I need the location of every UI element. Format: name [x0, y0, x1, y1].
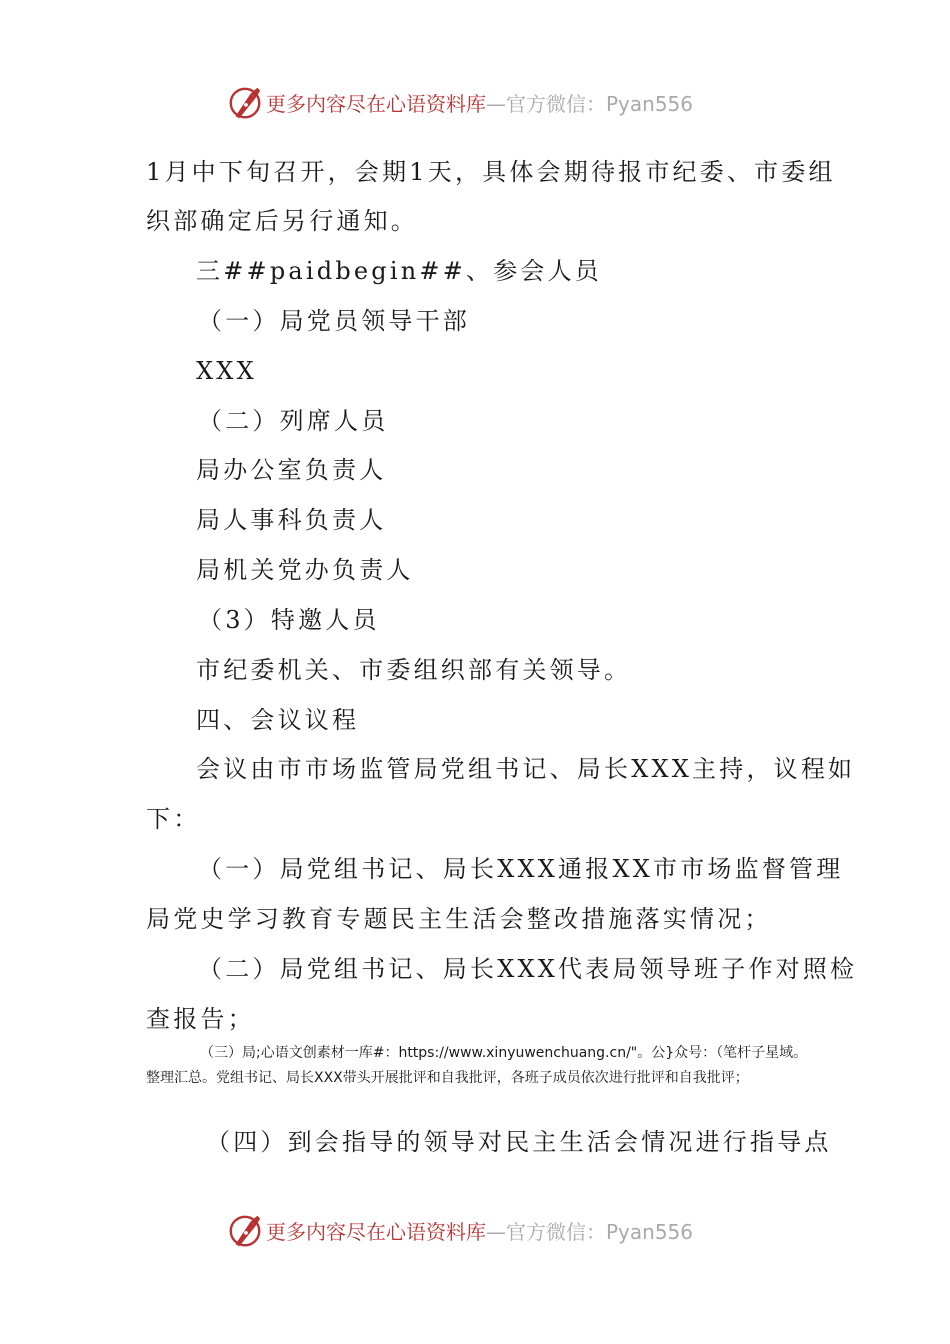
header-banner: [0, 82, 950, 126]
attendee-1: 局办公室负责人: [196, 456, 387, 484]
agenda-item-4-line: （四）到会指导的领导对民主生活会情况进行指导点: [206, 1128, 832, 1156]
body-line-xxx: XXX: [196, 357, 257, 385]
banner-red-text: 更多内容尽在心语资料库: [266, 1220, 486, 1244]
banner-gray-text: —官方微信：Pyan556: [486, 92, 694, 116]
attendee-3: 局机关党办负责人: [196, 556, 414, 584]
banner-red-text: 更多内容尽在心语资料库: [266, 92, 486, 116]
agenda-item-2-line-1: （二）局党组书记、局长XXX代表局领导班子作对照检: [198, 955, 858, 983]
invited-guests: 市纪委机关、市委组织部有关领导。: [196, 656, 632, 684]
banner-gray-text: —官方微信：Pyan556: [486, 1220, 694, 1244]
section-heading-3: 三##paidbegin##、参会人员: [196, 257, 603, 285]
agenda-item-3-text: （三）局;心语文创素材一库#：https://www.xinyuwenchuang.cn/"。公}众号：（笔杆子星域。整理汇总。党组书记、局长XXX带头开展批评和自我批评，各班子成员依次进行批评和自我批评；: [146, 1045, 808, 1086]
subheading-1: （一）局党员领导干部: [198, 307, 470, 335]
pen-nib-logo-icon: [226, 84, 264, 122]
footer-banner: [0, 1210, 950, 1254]
attendee-2: 局人事科负责人: [196, 506, 387, 534]
subheading-3: （3）特邀人员: [198, 606, 380, 634]
section-heading-4: 四、会议议程: [196, 706, 360, 734]
agenda-item-2-line-2: 查报告；: [146, 1005, 255, 1033]
agenda-item-3-paragraph: [146, 1041, 810, 1091]
body-line-2: 织部确定后另行通知。: [146, 207, 418, 235]
subheading-2: （二）列席人员: [198, 407, 389, 435]
pen-nib-logo-icon: [226, 1212, 264, 1250]
agenda-item-1-line-2: 局党史学习教育专题民主生活会整改措施落实情况；: [146, 905, 772, 933]
agenda-item-1-line-1: （一）局党组书记、局长XXX通报XX市市场监督管理: [198, 855, 844, 883]
body-line-agenda-1: 会议由市市场监管局党组书记、局长XXX主持，议程如: [196, 755, 856, 783]
banner-text: [266, 1216, 693, 1245]
banner-text: [266, 88, 693, 117]
body-line-agenda-2: 下：: [146, 805, 201, 833]
body-line-1: 1月中下旬召开，会期1天，具体会期待报市纪委、市委组: [146, 158, 836, 186]
